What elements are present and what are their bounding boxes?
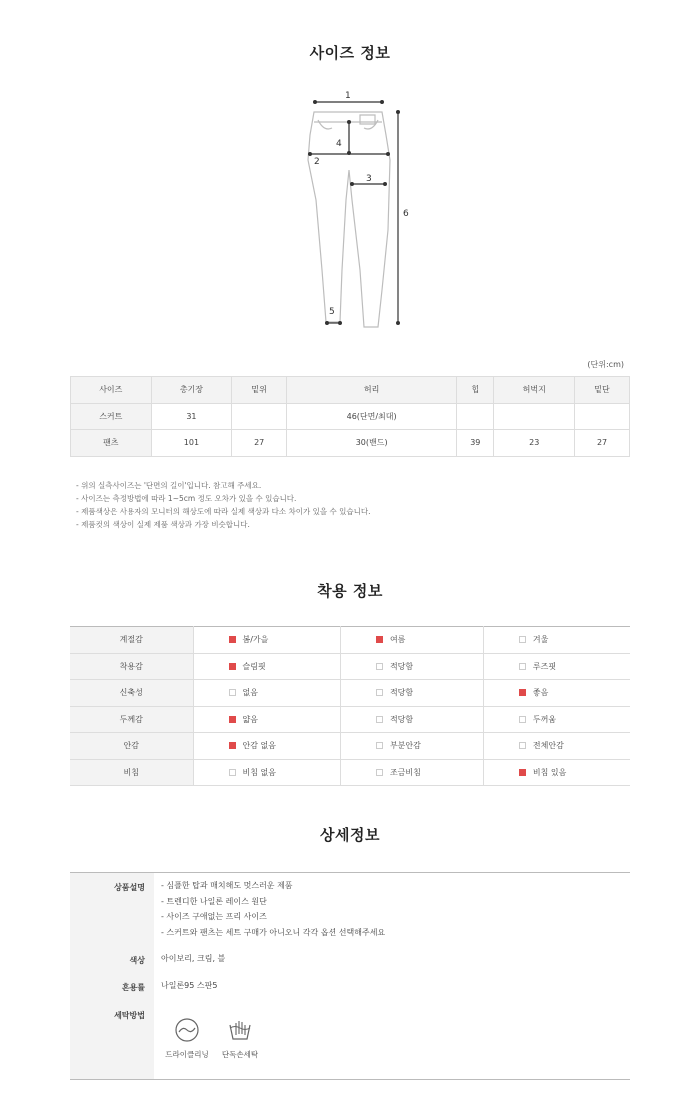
note-line: - 제품컷의 색상이 실제 제품 색상과 가장 비슷합니다. (76, 520, 250, 529)
size-table-header: 힙 (457, 377, 494, 404)
checked-box-icon (519, 689, 526, 696)
unchecked-box-icon (519, 716, 526, 723)
unchecked-box-icon (519, 742, 526, 749)
description-line: - 트렌디한 나일론 레이스 원단 (161, 896, 267, 906)
material-value: 나일론95 스판5 (161, 981, 218, 990)
checked-box-icon (229, 742, 236, 749)
size-cell: 31 (151, 403, 232, 430)
size-cell: 23 (494, 430, 575, 457)
material-label: 혼용률 (121, 983, 145, 992)
color-label: 색상 (129, 956, 145, 965)
diagram-label-5: 5 (329, 307, 335, 317)
detail-table (70, 872, 630, 1080)
unchecked-box-icon (376, 716, 383, 723)
unchecked-box-icon (229, 769, 236, 776)
note-line: - 제품색상은 사용자의 모니터의 해상도에 따라 실제 색상과 다소 차이가 있을 수 있습니다. (76, 507, 371, 516)
fit-option-label: 적당함 (389, 714, 414, 724)
unchecked-box-icon (376, 663, 383, 670)
size-cell: 46(단면/최대) (287, 403, 457, 430)
size-table-header: 허리 (287, 377, 457, 404)
note-line: - 위의 실측사이즈는 '단면의 길이'입니다. 참고해 주세요. (76, 481, 262, 490)
unchecked-box-icon (376, 769, 383, 776)
size-table (70, 376, 630, 457)
unchecked-box-icon (376, 689, 383, 696)
size-table-header: 밑위 (232, 377, 287, 404)
fit-option-label: 비침 있음 (532, 767, 567, 777)
unchecked-box-icon (519, 636, 526, 643)
fit-option (483, 733, 630, 760)
fit-option (483, 680, 630, 707)
size-notes (76, 479, 371, 531)
fit-option (193, 759, 340, 786)
fit-option (483, 706, 630, 733)
fit-option-label: 루즈핏 (532, 661, 557, 671)
fit-option (483, 627, 630, 654)
diagram-label-3: 3 (366, 174, 372, 184)
fit-option (193, 733, 340, 760)
unit-label: (단위:cm) (587, 360, 624, 369)
size-section-title: 사이즈 정보 (309, 44, 391, 62)
fit-option-label: 안감 없음 (242, 741, 276, 751)
fit-row (70, 680, 630, 707)
care-item-label: 드라이클리닝 (165, 1050, 209, 1059)
fit-row-label: 계절감 (70, 627, 193, 654)
fit-option (193, 680, 340, 707)
fit-row-label: 비침 (70, 759, 193, 786)
fit-row (70, 733, 630, 760)
fit-option (483, 759, 630, 786)
fit-option-label: 전체안감 (532, 741, 564, 751)
hand-wash-icon (227, 1017, 253, 1043)
fit-option-label: 적당함 (389, 688, 414, 698)
fit-option (340, 627, 483, 654)
fit-option-label: 조금비침 (389, 767, 421, 777)
checked-box-icon (229, 636, 236, 643)
care-label: 세탁방법 (114, 1011, 145, 1020)
description-line: - 심플한 탑과 매치해도 멋스러운 제품 (161, 881, 293, 890)
diagram-label-1: 1 (345, 91, 351, 101)
fit-option (340, 653, 483, 680)
size-table-row (71, 403, 630, 430)
fit-row (70, 653, 630, 680)
fit-row-label: 신축성 (70, 680, 193, 707)
fit-option-label: 겨울 (532, 635, 549, 645)
fit-row-label: 착용감 (70, 653, 193, 680)
description-text (161, 878, 385, 940)
fit-row (70, 706, 630, 733)
fit-option-label: 비침 없음 (242, 767, 276, 777)
fit-option (340, 733, 483, 760)
size-cell: 101 (151, 430, 232, 457)
fit-option-label: 두꺼움 (532, 714, 557, 724)
care-item-hand-wash (220, 1017, 260, 1060)
size-cell: 39 (457, 430, 494, 457)
note-line: - 사이즈는 측정방법에 따라 1~5cm 정도 오차가 있을 수 있습니다. (76, 494, 297, 503)
fit-row-label: 안감 (70, 733, 193, 760)
size-table-row (71, 430, 630, 457)
fit-option (483, 653, 630, 680)
detail-section-title: 상세정보 (320, 826, 380, 844)
fit-option-label: 여름 (389, 635, 406, 645)
checked-box-icon (519, 769, 526, 776)
size-table-header-row (71, 377, 630, 404)
diagram-label-4: 4 (336, 139, 342, 149)
size-cell: 스커트 (71, 403, 152, 430)
size-cell (494, 403, 575, 430)
pants-measurement-diagram (300, 90, 420, 340)
size-cell: 30(밴드) (287, 430, 457, 457)
size-table-header: 허벅지 (494, 377, 575, 404)
description-label: 상품설명 (114, 883, 145, 892)
fit-row (70, 627, 630, 654)
fit-option-label: 슬림핏 (242, 661, 266, 671)
dry-clean-icon (174, 1017, 200, 1043)
size-table-header: 총기장 (151, 377, 232, 404)
fit-option-label: 적당함 (389, 661, 414, 671)
detail-label-column (70, 873, 154, 1079)
checked-box-icon (229, 663, 236, 670)
fit-row (70, 759, 630, 786)
description-line: - 스커트와 팬츠는 세트 구매가 아니오니 각각 옵션 선택해주세요 (161, 927, 386, 937)
size-cell (457, 403, 494, 430)
fit-option (340, 759, 483, 786)
size-cell: 27 (232, 430, 287, 457)
unchecked-box-icon (519, 663, 526, 670)
diagram-label-2: 2 (314, 157, 320, 167)
fit-option (340, 706, 483, 733)
care-item-label: 단독손세탁 (221, 1050, 259, 1059)
diagram-label-6: 6 (403, 209, 409, 219)
unchecked-box-icon (376, 742, 383, 749)
fit-option (193, 706, 340, 733)
color-value: 아이보리, 크림, 블 (161, 954, 226, 963)
checked-box-icon (229, 716, 236, 723)
fit-option (340, 680, 483, 707)
size-cell (575, 403, 630, 430)
fit-option-label: 부분안감 (389, 741, 421, 751)
size-table-header: 사이즈 (71, 377, 152, 404)
fit-option-label: 없음 (242, 688, 258, 698)
fit-row-label: 두께감 (70, 706, 193, 733)
fit-section-title: 착용 정보 (317, 582, 383, 600)
fit-option (193, 653, 340, 680)
fit-option-label: 봄/가을 (242, 635, 269, 645)
fit-option-label: 좋음 (532, 688, 549, 698)
size-cell (232, 403, 287, 430)
fit-option (193, 627, 340, 654)
size-table-header: 밑단 (575, 377, 630, 404)
fit-table (70, 626, 630, 786)
description-line: - 사이즈 구애없는 프리 사이즈 (161, 912, 267, 921)
care-item-dry-clean (165, 1017, 209, 1060)
size-cell: 27 (575, 430, 630, 457)
checked-box-icon (376, 636, 383, 643)
unchecked-box-icon (229, 689, 236, 696)
fit-option-label: 얇음 (242, 714, 258, 724)
size-cell: 팬츠 (71, 430, 152, 457)
